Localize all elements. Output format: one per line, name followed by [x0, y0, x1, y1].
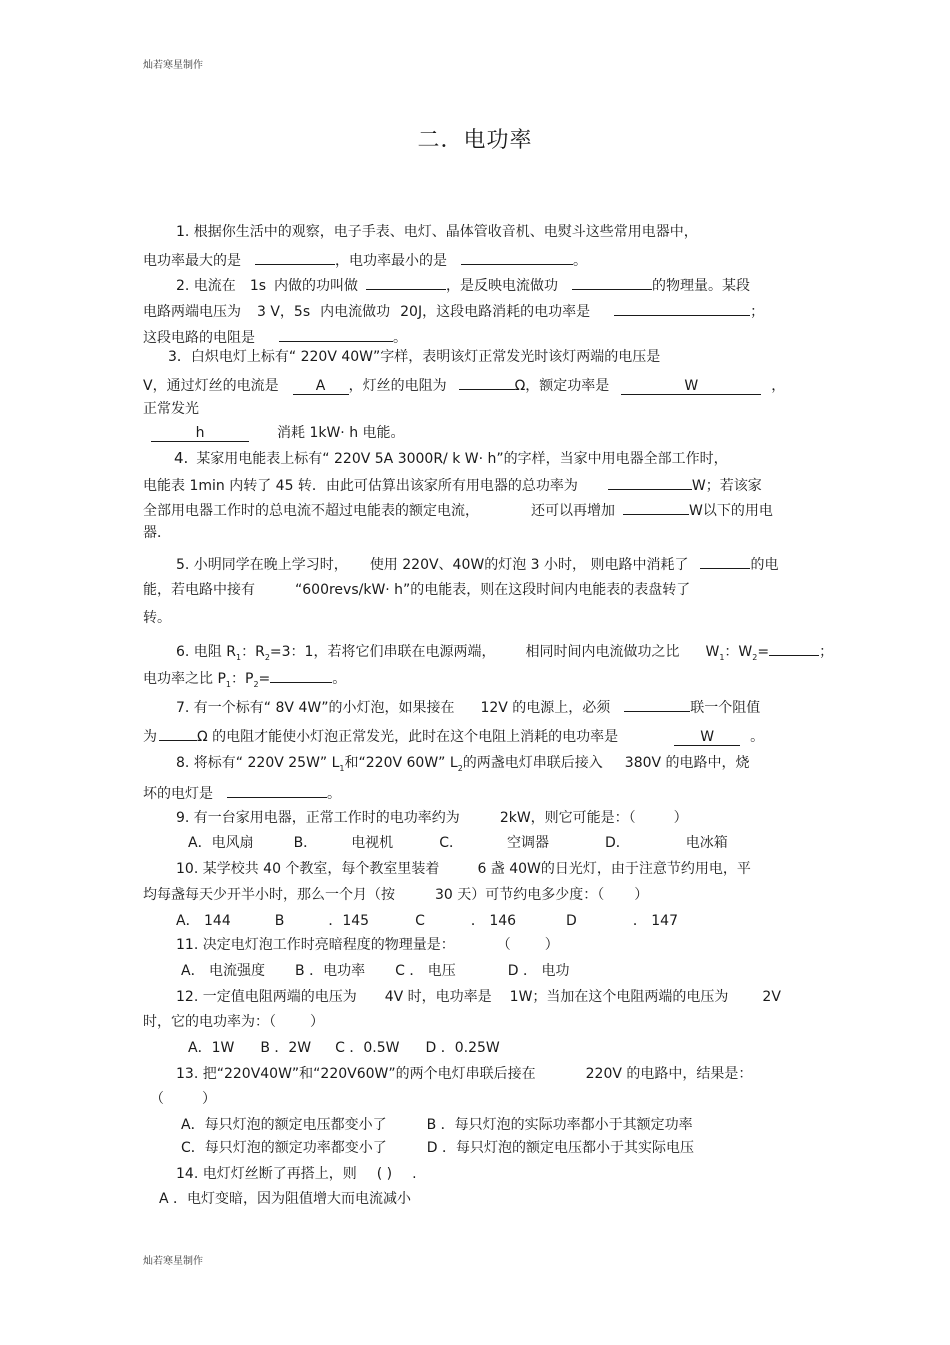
q9-option-d-text: 电冰箱 [685, 835, 728, 851]
answer-blank [614, 300, 750, 316]
page-header: 灿若寒星制作 [143, 60, 203, 71]
q10-text: 30 天）可节约电多少度：（ [435, 887, 605, 903]
q8-text: 坏的电灯是 [143, 786, 213, 802]
q10-option-a: A． 144 [176, 913, 231, 929]
q8-text: 。 [327, 786, 341, 802]
question-10-line-2 [143, 886, 648, 904]
question-5-line-2 [143, 581, 690, 599]
question-5-line-3: 转。 [143, 610, 171, 626]
q2-text: ； [750, 304, 765, 320]
q6-text: 6. 电阻 R [176, 644, 236, 660]
q10-text: ） [634, 887, 649, 903]
q3-text: V，通过灯丝的电流是 [143, 378, 279, 394]
q3-text: ， [771, 378, 786, 394]
q12-text: 4V 时，电功率是 [384, 989, 492, 1005]
q4-text: 还可以再增加 [531, 503, 615, 519]
q2-text: 。 [393, 330, 407, 346]
q2-text: ，是反映电流做功 [446, 278, 559, 294]
question-3-line-4 [151, 424, 405, 442]
q5-text: 能，若电路中接有 [143, 582, 255, 598]
q10-option-d-text: ． 147 [632, 913, 678, 929]
question-1-line-1: 1. 根据你生活中的观察，电子手表、电灯、晶体管收音机、电熨斗这些常用电器中， [176, 224, 698, 240]
question-2-line-2 [143, 300, 764, 321]
question-10-line-1 [176, 860, 751, 878]
q11-text: （ [496, 937, 511, 953]
subscript: 1 [236, 652, 242, 662]
q8-text: 的两盏电灯串联后接入 [462, 755, 603, 771]
q10-option-b: B [274, 913, 285, 929]
q6-text: = [757, 644, 770, 660]
q12-option-b: B ．2W [260, 1040, 312, 1056]
q7-text: 12V 的电源上，必须 [480, 700, 611, 716]
q8-text: 和“220V 60W” L [344, 755, 458, 771]
question-4-line-1 [174, 449, 728, 468]
page-footer: 灿若寒星制作 [143, 1256, 203, 1267]
q10-text: 均每盏每天少开半小时，那么一个月（按 [143, 887, 395, 903]
answer-blank: h [151, 426, 249, 442]
q13-option-d: D ．每只灯泡的额定电压都小于其实际电压 [426, 1140, 695, 1156]
q10-text: 6 盏 40W的日光灯，由于注意节约用电，平 [477, 861, 751, 877]
subscript: 2 [264, 652, 270, 662]
q11-option-c: C ． 电压 [395, 963, 456, 979]
question-13-line-1 [176, 1065, 752, 1083]
q12-text: 时，它的电功率为：（ [143, 1014, 276, 1030]
q3-text: ，灯丝的电阻为 [348, 378, 447, 394]
q9-text: 9. 有一台家用电器，正常工作时的电功率约为 [176, 810, 460, 826]
q11-text: 11. 决定电灯泡工作时亮暗程度的物理量是： [176, 937, 455, 953]
question-10-options [176, 912, 678, 930]
question-4-line-2 [143, 474, 762, 495]
q6-text: ：R [241, 644, 265, 660]
q6-text: 电功率之比 P [143, 671, 226, 687]
q13-text: 220V 的电路中，结果是： [585, 1066, 753, 1082]
answer-blank [572, 274, 652, 290]
q9-text: ） [673, 810, 688, 826]
page-title: 二．电功率 [417, 128, 533, 153]
question-12-line-1 [176, 988, 781, 1006]
q9-option-b-text: 电视机 [351, 835, 394, 851]
question-1-line-2 [143, 249, 587, 270]
question-13-line-2 [150, 1090, 216, 1108]
q6-text: = [258, 671, 271, 687]
answer-blank [255, 249, 335, 265]
q12-option-d: D ．0.25W [425, 1040, 500, 1056]
answer-blank [227, 782, 327, 798]
q4-text: 全部用电器工作时的总电流不超过电能表的额定电流， [143, 503, 479, 519]
q2-text: 这段电路的电阻是 [143, 330, 255, 346]
q7-text: 。 [750, 729, 765, 745]
question-7-line-1 [176, 696, 760, 717]
q12-option-c: C ．0.5W [335, 1040, 400, 1056]
q10-option-c: C [415, 913, 425, 929]
q10-text: 10. 某学校共 40 个教室，每个教室里装着 [176, 861, 440, 877]
question-13-options-cd [181, 1139, 694, 1157]
q2-text: 内电流做功 [320, 304, 391, 320]
subscript: 1 [339, 763, 345, 773]
answer-blank [624, 696, 690, 712]
question-4-line-4: 器． [143, 525, 171, 541]
q14-text: ( ) [376, 1166, 393, 1182]
answer-blank: W [674, 730, 740, 746]
question-9-options [188, 834, 728, 852]
answer-blank [159, 725, 197, 741]
q9-option-d: D． [604, 835, 630, 851]
question-2-line-3 [143, 326, 407, 347]
subscript: 1 [225, 679, 231, 689]
subscript: 2 [752, 652, 758, 662]
q6-text: ； [819, 644, 834, 660]
q9-option-c: C． [439, 835, 463, 851]
question-6-line-2 [143, 667, 346, 694]
q9-option-a: A．电风扇 [188, 835, 254, 851]
question-4-line-3 [143, 499, 773, 520]
q6-text: ：P [231, 671, 254, 687]
q13-text: （ [150, 1091, 164, 1107]
question-13-options-ab [181, 1116, 693, 1134]
question-12-line-2 [143, 1013, 324, 1031]
question-3-line-2 [143, 374, 785, 395]
q5-text: 使用 220V、40W的灯泡 3 小时， 则电路中消耗了 [369, 557, 689, 573]
question-3-line-1: 3．白炽电灯上标有“ 220V 40W”字样，表明该灯正常发光时该灯两端的电压是 [168, 349, 661, 365]
q4-text: W以下的用电 [689, 503, 773, 519]
q9-option-c-text: 空调器 [506, 835, 549, 851]
q2-text: 的物理量。某段 [652, 278, 751, 294]
subscript: 2 [253, 679, 259, 689]
question-8-line-1 [176, 754, 750, 778]
answer-blank [608, 474, 692, 490]
answer-blank: W [621, 379, 761, 395]
q14-text: 14. 电灯灯丝断了再搭上，则 [176, 1166, 357, 1182]
q10-option-d: D [566, 913, 577, 929]
q4-text: 电能表 1min 内转了 45 转．由此可估算出该家所有用电器的总功率为 [143, 478, 578, 494]
q8-text: 8. 将标有“ 220V 25W” L [176, 755, 340, 771]
answer-blank [623, 499, 689, 515]
subscript: 2 [457, 763, 463, 773]
q1-text: 电功率最大的是 [143, 253, 241, 269]
question-14-option-a: A ．电灯变暗，因为阻值增大而电流减小 [159, 1191, 412, 1207]
q13-option-c: C．每只灯泡的额定功率都变小了 [181, 1140, 387, 1156]
q3-text: Ω，额定功率是 [514, 378, 610, 394]
q13-option-b: B ．每只灯泡的实际功率都小于其额定功率 [426, 1117, 693, 1133]
answer-blank [270, 667, 332, 683]
q7-text: 7. 有一个标有“ 8V 4W”的小灯泡，如果接在 [176, 700, 455, 716]
question-3-line-3: 正常发光 [143, 401, 199, 417]
question-5-line-1 [176, 553, 778, 574]
q4-text: W；若该家 [691, 478, 762, 494]
q6-text: =3：1，若将它们串联在电源两端， [269, 644, 496, 660]
q13-text: ） [202, 1091, 216, 1107]
q2-text: 20J，这段电路消耗的电功率是 [400, 304, 591, 320]
question-12-options [188, 1039, 500, 1057]
q12-text: ） [310, 1014, 324, 1030]
q12-text: 12. 一定值电阻两端的电压为 [176, 989, 357, 1005]
q13-option-a: A．每只灯泡的额定电压都变小了 [181, 1117, 387, 1133]
question-11-line-1 [176, 936, 559, 954]
answer-blank [279, 326, 393, 342]
q13-text: 13. 把“220V40W”和“220V60W”的两个电灯串联后接在 [176, 1066, 536, 1082]
q5-text: 的电 [750, 557, 779, 573]
question-11-options [181, 962, 569, 980]
q6-text: 。 [332, 671, 347, 687]
q1-text: 。 [573, 253, 587, 269]
q2-text: 内做的功叫做 [274, 278, 359, 294]
question-8-line-2 [143, 782, 341, 803]
q14-text: . [412, 1166, 417, 1182]
q12-text: 1W；当加在这个电阻两端的电压为 [509, 989, 729, 1005]
q9-text: 2kW，则它可能是：（ [499, 810, 636, 826]
q11-option-b: B ．电功率 [295, 963, 366, 979]
q2-text: 2. 电流在 [176, 278, 236, 294]
answer-blank [769, 640, 819, 656]
answer-blank [366, 274, 446, 290]
q6-text: 相同时间内电流做功之比 [525, 644, 680, 660]
subscript: 1 [719, 652, 725, 662]
q11-option-d: D ． 电功 [507, 963, 570, 979]
q11-text: ） [544, 937, 559, 953]
q6-text: ：W [724, 644, 753, 660]
q5-text: 5. 小明同学在晚上学习时， [176, 557, 348, 573]
question-7-line-2 [143, 725, 764, 746]
q2-text: 电路两端电压为 [143, 304, 241, 320]
question-6-line-1 [176, 640, 833, 667]
q12-text: 2V [762, 989, 781, 1005]
question-2-line-1 [176, 274, 750, 295]
answer-blank [700, 553, 750, 569]
q8-text: 380V 的电路中，烧 [624, 755, 750, 771]
q7-text: Ω 的电阻才能使小灯泡正常发光，此时在这个电阻上消耗的电功率是 [197, 729, 619, 745]
q2-text: 3 V，5s [257, 304, 311, 320]
q2-text: 1s [249, 278, 267, 294]
q10-option-b-text: ．145 [328, 913, 370, 929]
q4-number: 4. [174, 449, 189, 467]
q9-option-b: B． [293, 835, 318, 851]
question-14-line-1 [176, 1165, 417, 1183]
q11-option-a: A． 电流强度 [181, 963, 266, 979]
question-9-line-1 [176, 809, 688, 827]
q5-text: “600revs/kW· h”的电能表，则在这段时间内电能表的表盘转了 [295, 582, 691, 598]
q3-text: 消耗 1kW· h 电能。 [277, 425, 405, 441]
q6-text: W [705, 644, 720, 660]
q12-option-a: A．1W [188, 1040, 235, 1056]
answer-blank [461, 249, 573, 265]
answer-blank: A [293, 379, 349, 395]
q4-text: 某家用电能表上标有“ 220V 5A 3000R/ k W· h”的字样，当家中用电器全部工作时， [196, 451, 728, 467]
q10-option-c-text: ． 146 [470, 913, 517, 929]
answer-blank [459, 374, 515, 390]
q7-text: 为 [143, 729, 157, 745]
q1-text: ，电功率最小的是 [335, 253, 447, 269]
q7-text: 联一个阻值 [690, 700, 761, 716]
